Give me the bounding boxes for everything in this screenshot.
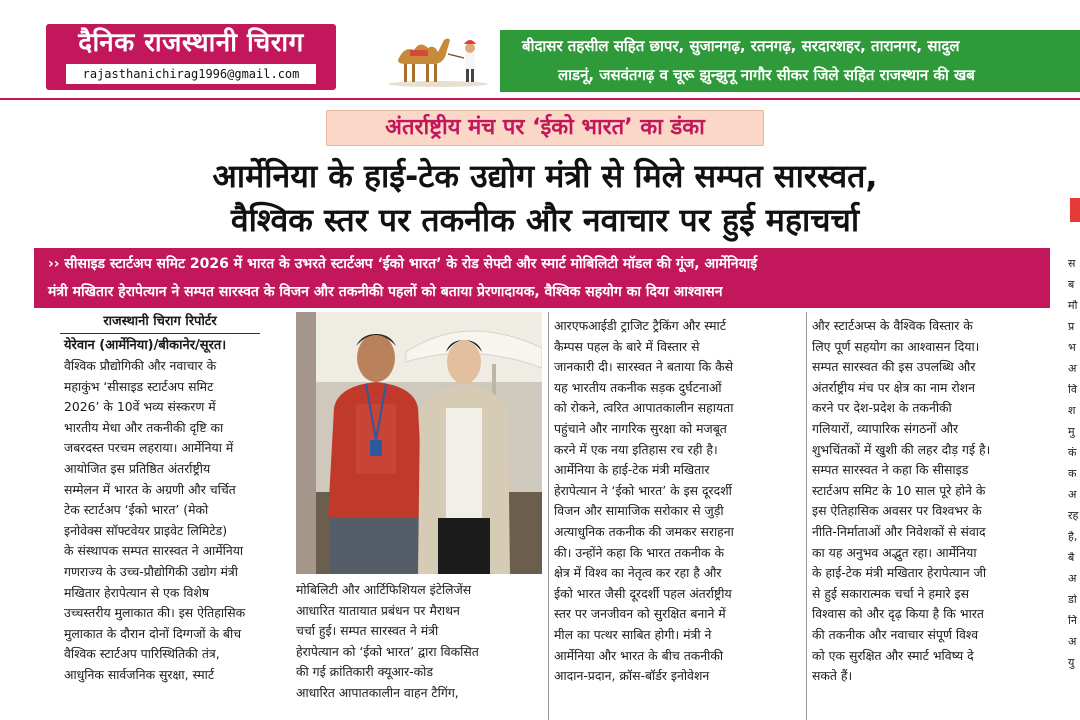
article-line: विश्वास को और दृढ़ किया है कि भारत (812, 606, 984, 622)
article-line: की। उन्होंने कहा कि भारत तकनीक के (554, 544, 724, 560)
article-line: हेरापेत्यान ने ‘ईको भारत’ के इस दूरदर्शी (554, 482, 732, 498)
column-divider (806, 312, 807, 720)
article-line: से हुई सकारात्मक चर्चा ने हमारे इस (812, 585, 970, 601)
sliver-text: अ (1068, 573, 1077, 585)
sliver-text: मु (1068, 426, 1075, 438)
ticker-line: लाडनूं, जसवंतगढ़ व चूरू झुन्झुनू नागौर सीकर जिले सहित राजस्थान की खब (558, 66, 975, 84)
sliver-text: ब (1068, 279, 1075, 291)
article-line: लिए पूर्ण सहयोग का आश्वासन दिया। (812, 338, 980, 354)
masthead (0, 0, 1080, 100)
article-line: हेरापेत्यान को ‘ईको भारत’ द्वारा विकसित (296, 643, 479, 659)
deck-summary (34, 248, 1050, 308)
sliver-text: डो (1068, 594, 1077, 606)
article-line: इनोवेक्स सॉफ्टवेयर प्राइवेट लिमिटेड) (64, 522, 228, 538)
article-line: करने पर देश-प्रदेश के तकनीकी (812, 400, 952, 416)
article-line: वैश्विक स्टार्टअप पारिस्थितिकी तंत्र, (64, 646, 220, 662)
article-line: आदान-प्रदान, क्रॉस-बॉर्डर इनोवेशन (554, 668, 710, 684)
newspaper-email: rajasthanichirag1996@gmail.com (66, 64, 316, 84)
article-line: यह भारतीय तकनीक सड़क दुर्घटनाओं (554, 379, 722, 395)
dateline: येरेवान (आर्मेनिया)/बीकानेर/सूरत। (64, 338, 227, 353)
sliver-text: प्र (1068, 321, 1075, 333)
article-line: को एक सुरक्षित और स्मार्ट भविष्य दे (812, 647, 974, 663)
article-line: नीति-निर्माताओं और निवेशकों से संवाद (812, 523, 986, 539)
sliver-text: क (1068, 468, 1077, 480)
next-article-sliver (1062, 110, 1080, 720)
article-line: सकते हैं। (812, 668, 853, 684)
article-line: करने में एक नया इतिहास रच रही है। (554, 441, 718, 457)
article-line: 2026’ के 10वें भव्य संस्करण में (64, 399, 216, 415)
article-line: जबरदस्त परचम लहराया। आर्मेनिया में (64, 440, 234, 456)
sliver-text: अ (1068, 489, 1077, 501)
article-line: अत्याधुनिक तकनीक की जमकर सराहना (554, 523, 734, 539)
article-line: मुलाकात के दौरान दोनों दिग्गजों के बीच (64, 625, 242, 641)
article-line: मोबिलिटी और आर्टिफिशियल इंटेलिजेंस (296, 582, 472, 597)
article-line: की तकनीक और नवाचार संपूर्ण विश्व (812, 626, 979, 642)
article-line: भारतीय मेधा और तकनीकी दृष्टि का (64, 419, 224, 435)
deck-line: ›› सीसाइड स्टार्टअप समिट 2026 में भारत के उभरते स्टार्टअप ‘ईको भारत’ के रोड सेफ्टी और स्मार्ट मोबिलिटी मॉडल की गूंज, आर्मेनियाई (48, 256, 758, 272)
article-line: उच्चस्तरीय मुलाकात की। इस ऐतिहासिक (64, 605, 246, 621)
article-line: आधारित यातायात प्रबंधन पर मैराथन (296, 602, 460, 618)
newspaper-brand (46, 24, 336, 90)
article-line: आर्मेनिया के हाई-टेक मंत्री मखितार (554, 462, 710, 478)
sliver-text: अ (1068, 363, 1077, 375)
section-marker (1070, 198, 1080, 222)
article-line: इस ऐतिहासिक अवसर पर विश्वभर के (812, 503, 982, 519)
article-line: ईको भारत जैसी दूरदर्शी पहल अंतर्राष्ट्रीय (554, 585, 732, 601)
article-line: गणराज्य के उच्च-प्रौद्योगिकी उद्योग मंत्री (64, 563, 238, 579)
article-line: महाकुंभ ‘सीसाइड स्टार्टअप समिट (64, 378, 214, 394)
article-line: कैम्पस पहल के बारे में विस्तार से (554, 338, 700, 354)
article-line: आर्मेनिया और भारत के बीच तकनीकी (554, 647, 724, 663)
sliver-text: मौ (1068, 300, 1078, 312)
article-line: क्षेत्र में विश्व का नेतृत्व कर रहा है और (554, 565, 722, 581)
article-line: गलियारों, व्यापारिक संगठनों और (812, 420, 959, 436)
article-line: को रोकने, त्वरित आपातकालीन सहायता (554, 400, 734, 416)
newspaper-title: दैनिक राजस्थानी चिराग (78, 28, 304, 58)
sliver-text: वि (1068, 384, 1077, 396)
article-line: मील का पत्थर साबित होगी। मंत्री ने (554, 626, 712, 642)
coverage-ticker (500, 30, 1080, 92)
kicker-headline: अंतर्राष्ट्रीय मंच पर ‘ईको भारत’ का डंका (326, 110, 764, 146)
article-line: मखितार हेरापेत्यान से एक विशेष (64, 584, 210, 600)
main-headline: आर्मेनिया के हाई-टेक उद्योग मंत्री से मिले सम्पत सारस्वत, (212, 157, 878, 195)
article-line: की गई क्रांतिकारी क्यूआर-कोड (296, 664, 433, 680)
article-column (812, 316, 1056, 687)
article-line: सम्मेलन में भारत के अग्रणी और चर्चित (64, 481, 236, 497)
article-line: आरएफआईडी ट्राजिट ट्रैकिंग और स्मार्ट (554, 318, 726, 333)
article-column (554, 316, 798, 687)
article-line: स्तर पर जनजीवन को सुरक्षित बनाने में (554, 606, 726, 622)
sliver-text: कं (1068, 447, 1077, 459)
ticker-line: बीदासर तहसील सहित छापर, सुजानगढ़, रतनगढ़, सरदारशहर, तारानगर, सादुल (522, 37, 960, 55)
article-line: आयोजित इस प्रतिष्ठित अंतर्राष्ट्रीय (64, 460, 211, 476)
sliver-text: रह (1068, 510, 1079, 522)
two-men-photo (296, 312, 542, 574)
article-line: आधारित आपातकालीन वाहन टैगिंग, (296, 684, 459, 700)
article-line: वैश्विक प्रौद्योगिकी और नवाचार के (64, 358, 217, 373)
sliver-text: बै (1068, 552, 1075, 564)
article-line: जानकारी दी। सारस्वत ने बताया कि कैसे (554, 359, 734, 375)
byline: राजस्थानी चिराग रिपोर्टर (60, 312, 260, 334)
article-line: और स्टार्टअप्स के वैश्विक विस्तार के (812, 318, 973, 333)
article-line: सम्पत सारस्वत ने कहा कि सीसाइड (812, 462, 969, 478)
sliver-text: है, (1068, 531, 1078, 543)
sliver-text: नि (1068, 615, 1077, 627)
article-line: आधुनिक सार्वजनिक सुरक्षा, स्मार्ट (64, 666, 215, 682)
article-line: विजन और सामाजिक सरोकार से जुड़ी (554, 503, 724, 519)
article-line: अंतर्राष्ट्रीय मंच पर क्षेत्र का नाम रोशन (812, 379, 975, 395)
sliver-text: यु (1068, 657, 1075, 669)
sliver-text: अ (1068, 636, 1077, 648)
article-line: स्टार्टअप समिट के 10 साल पूरे होने के (812, 482, 986, 498)
article-column (296, 580, 542, 704)
article-line: पहुंचाने और नागरिक सुरक्षा को मजबूत (554, 420, 727, 436)
article-line: सम्पत सारस्वत की इस उपलब्धि और (812, 359, 976, 375)
sliver-text: श (1068, 405, 1076, 417)
article-line: चर्चा हुई। सम्पत सारस्वत ने मंत्री (296, 623, 439, 639)
article-column (64, 356, 288, 686)
article-line: टेक स्टार्टअप ‘ईको भारत’ (मेको (64, 502, 209, 518)
column-divider (548, 312, 549, 720)
sliver-text: भ (1068, 342, 1076, 354)
sliver-text: स (1068, 258, 1076, 270)
main-headline: वैश्विक स्तर पर तकनीक और नवाचार पर हुई महाचर्चा (230, 201, 860, 239)
article-line: के हाई-टेक मंत्री मखितार हेरापेत्यान जी (812, 565, 987, 581)
camel-rider-icon (384, 30, 492, 88)
article-line: शुभचिंतकों में खुशी की लहर दौड़ गई है। (812, 441, 991, 457)
deck-line: मंत्री मखितार हेरापेत्यान ने सम्पत सारस्वत के विजन और तकनीकी पहलों को बताया प्रेरणादायक, वैश्विक सहयोग का दिया आश्वासन (48, 284, 723, 300)
article-line: का यह अनुभव अद्भुत रहा। आर्मेनिया (812, 544, 977, 560)
article-line: के संस्थापक सम्पत सारस्वत ने आर्मेनिया (64, 543, 244, 559)
